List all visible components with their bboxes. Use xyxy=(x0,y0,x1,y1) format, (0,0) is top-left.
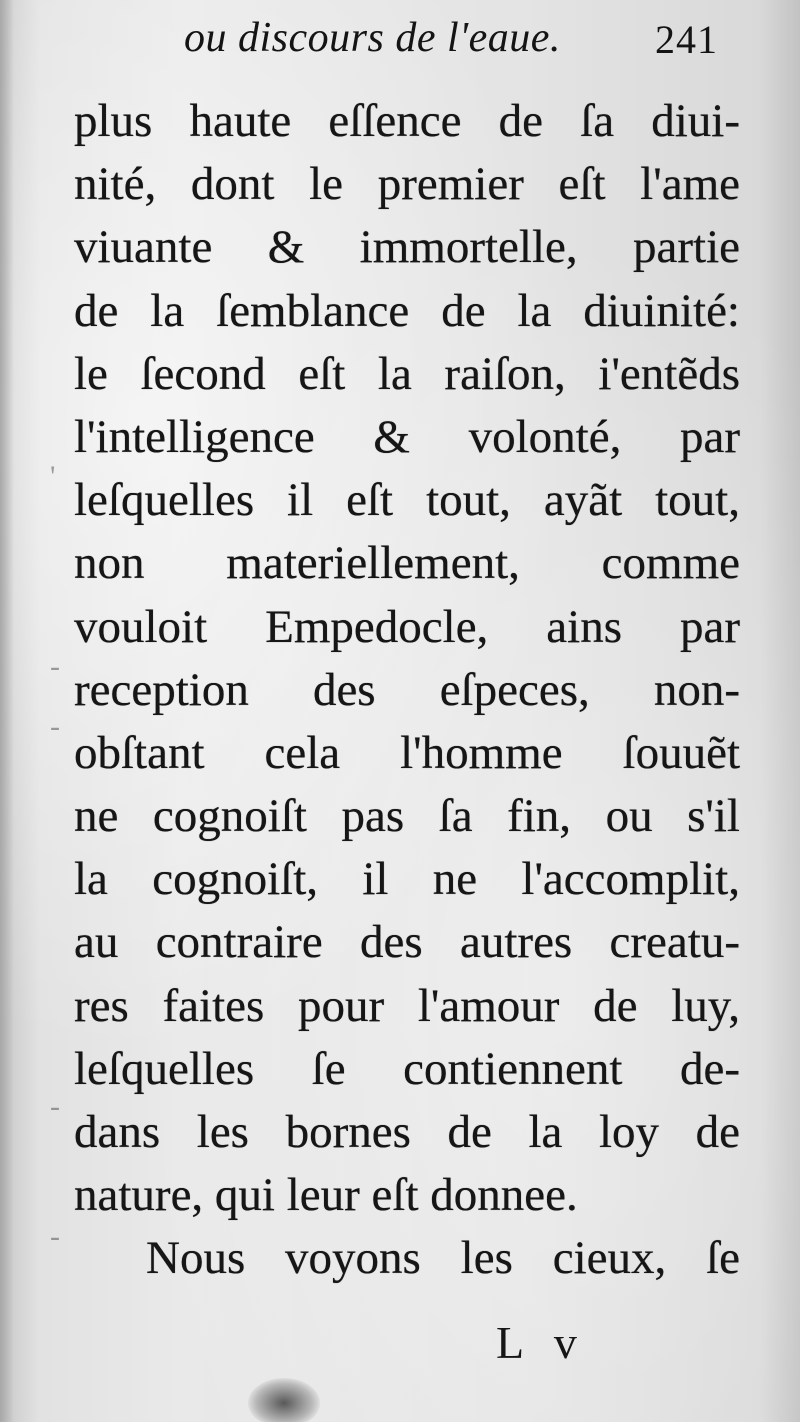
text-line-paragraph-start: Nous voyons les cieux, ſe xyxy=(146,1232,740,1285)
text-line-paragraph-end: nature, qui leur eſt donnee. xyxy=(74,1169,578,1222)
text-line: leſquelles ſe contiennent de- xyxy=(74,1042,740,1095)
text-line: plus haute eſſence de ſa diui- xyxy=(74,95,740,147)
text-line: res faites pour l'amour de luy, xyxy=(74,979,740,1032)
text-line: viuante & immortelle, partie xyxy=(74,221,740,274)
text-line: la cognoiſt, il ne l'accomplit, xyxy=(74,853,740,906)
text-line: non materiellement, comme xyxy=(74,537,740,590)
running-title: ou discours de l'eaue. xyxy=(184,15,561,61)
text-line: l'intelligence & volonté, par xyxy=(74,410,740,463)
text-line: leſquelles il eſt tout, ayãt tout, xyxy=(74,474,740,527)
text-line: le ſecond eſt la raiſon, i'entẽds xyxy=(74,347,740,400)
text-line: reception des eſpeces, non- xyxy=(74,663,740,716)
text-line: au contraire des autres creatu- xyxy=(74,916,740,969)
gutter-shadow xyxy=(0,0,14,1422)
text-line: vouloit Empedocle, ains par xyxy=(74,600,740,653)
text-line: de la ſemblance de la diuinité: xyxy=(74,284,740,337)
text-line: nité, dont le premier eſt l'ame xyxy=(74,158,740,211)
signature-mark: L v xyxy=(496,1317,587,1368)
ink-smudge xyxy=(248,1378,320,1422)
page-number: 241 xyxy=(655,17,718,62)
margin-bleed-marks: ' - - - - xyxy=(50,460,60,1253)
text-line: dans les bornes de la loy de xyxy=(74,1106,740,1158)
page-header xyxy=(0,14,800,74)
body-text xyxy=(74,90,740,1291)
text-line: obſtant cela l'homme ſouuẽt xyxy=(74,726,740,779)
text-line: ne cognoiſt pas ſa fin, ou s'il xyxy=(74,790,740,843)
